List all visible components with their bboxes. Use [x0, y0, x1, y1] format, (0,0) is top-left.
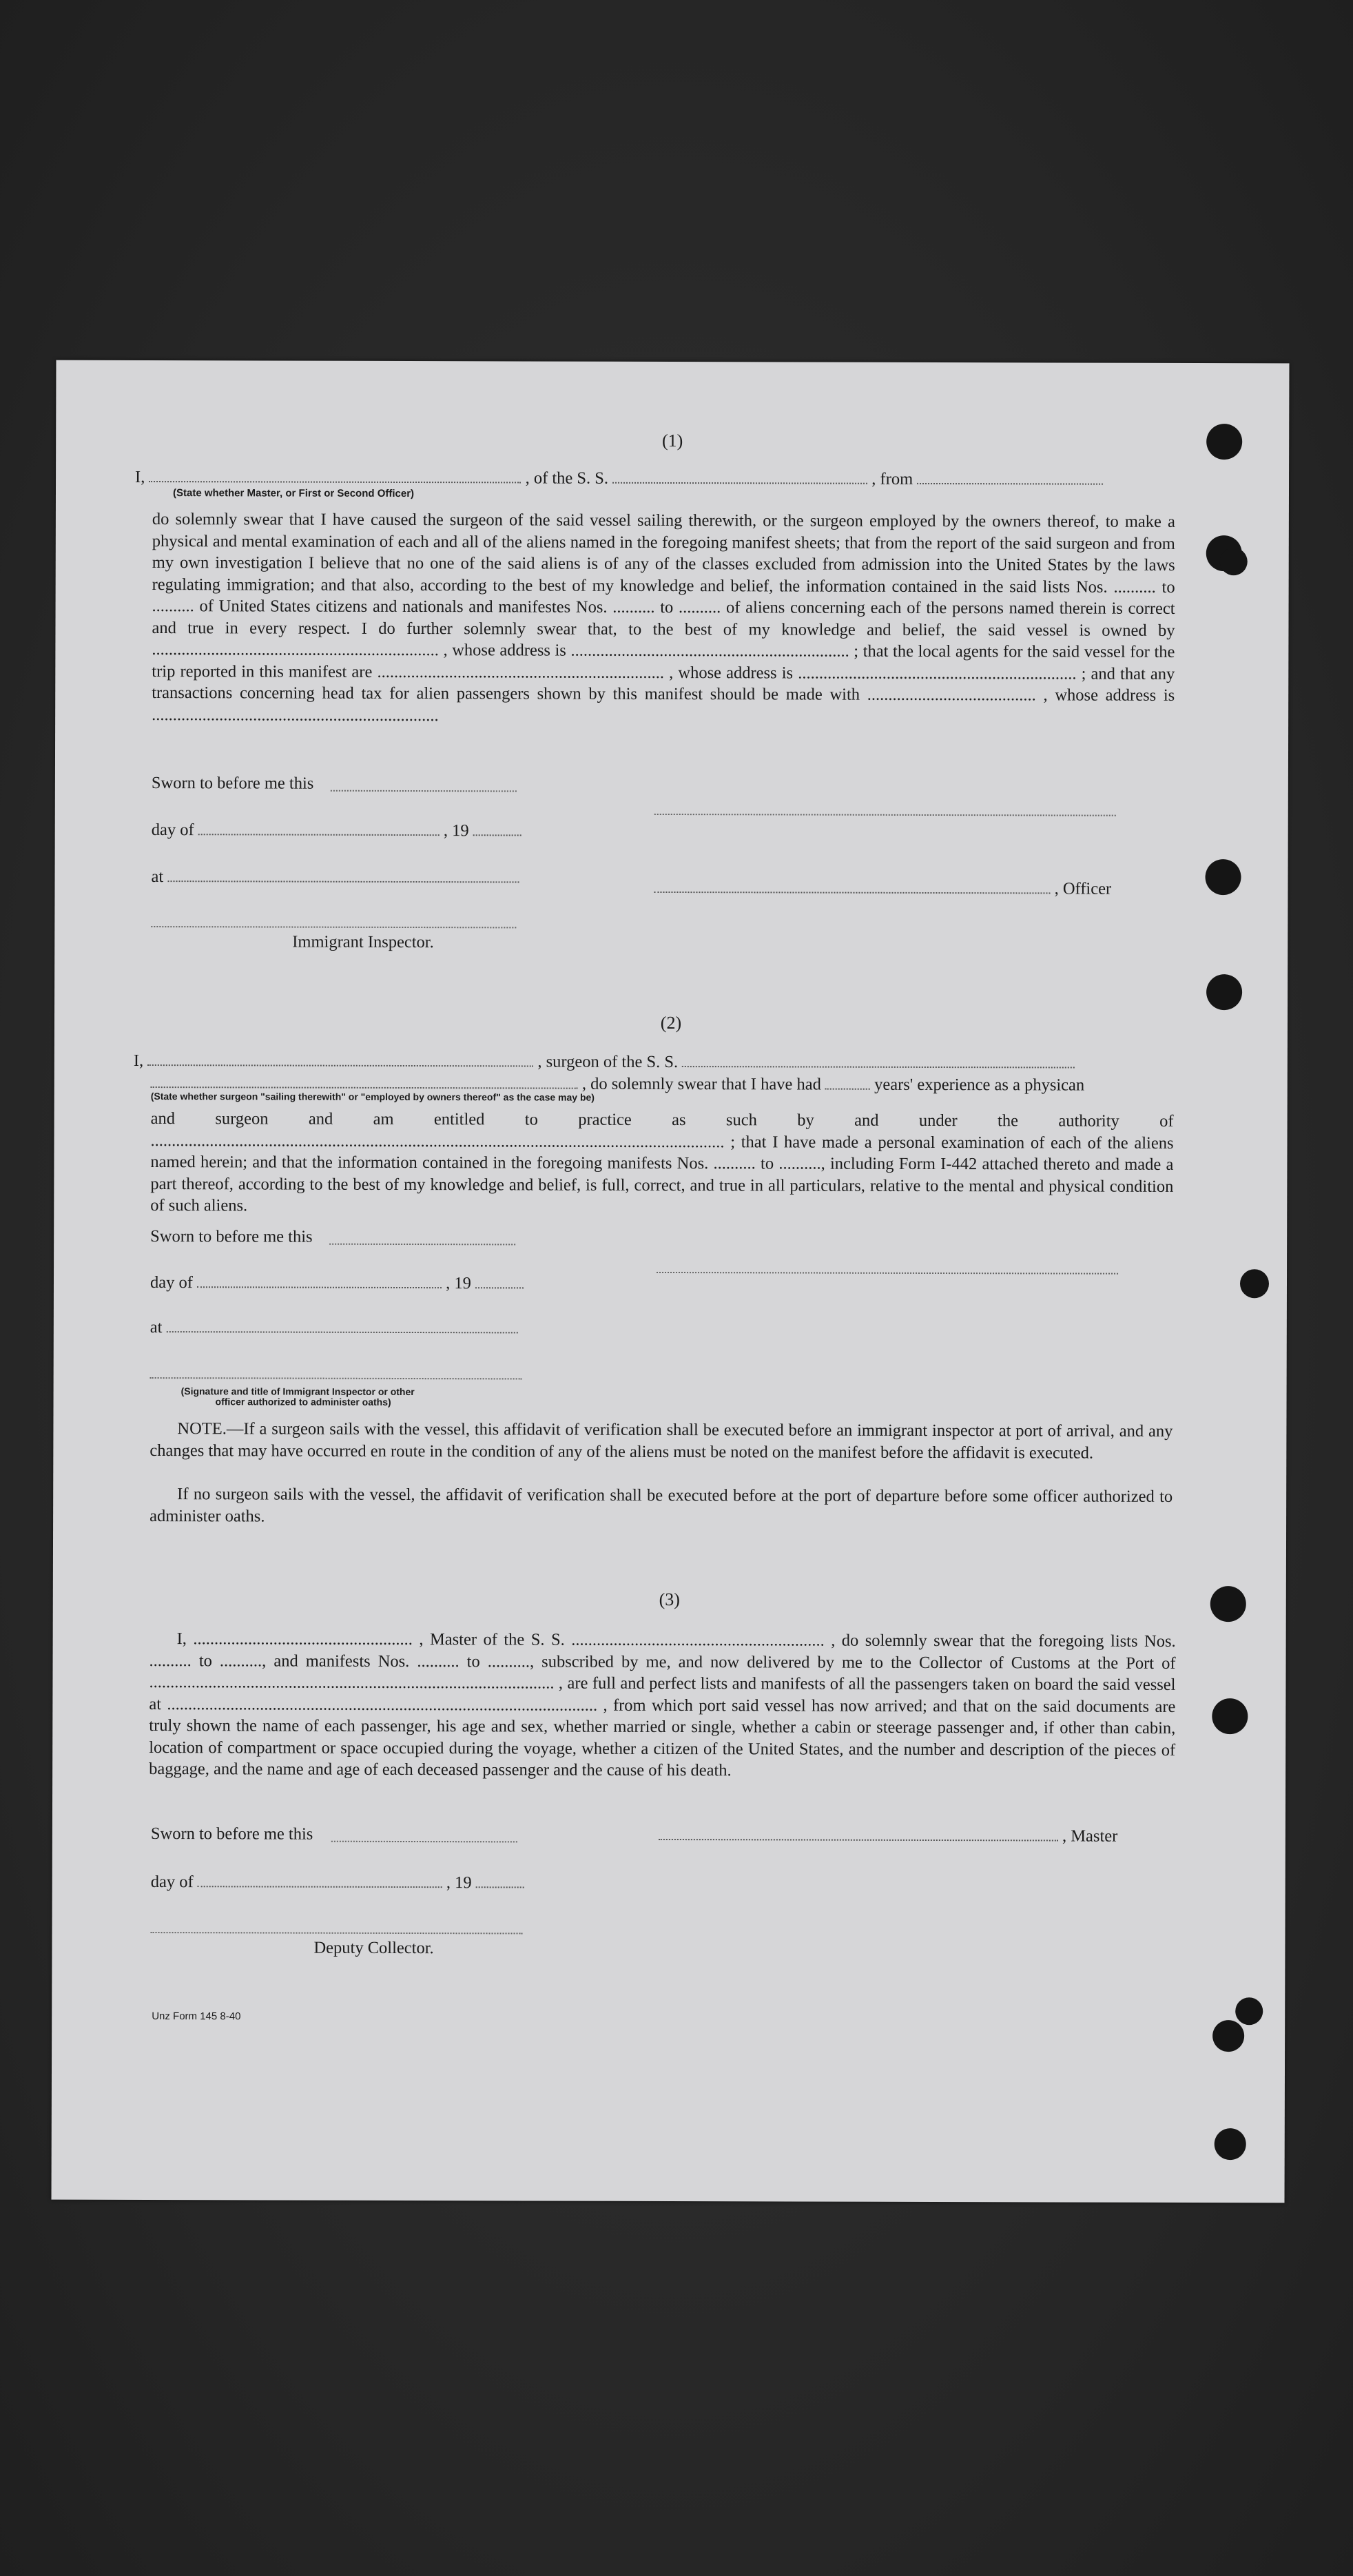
year-blank: [476, 1886, 524, 1888]
name-blank: [149, 480, 521, 483]
section-2-years-label: years' experience as a physican: [874, 1075, 1085, 1095]
surgeon-signature-line: [657, 1271, 1118, 1275]
at-blank: [167, 880, 519, 883]
section-2-sig-caption-2: officer authorized to administer oaths): [215, 1396, 391, 1408]
section-1-caption: (State whether Master, or First or Second Officer): [172, 487, 415, 500]
administering-officer-line: [150, 1377, 522, 1379]
section-1-day-of: [152, 821, 521, 841]
day-of-label: day of: [151, 821, 194, 840]
years-blank: [825, 1088, 870, 1090]
section-2-body: and surgeon and am entitled to practice as such by and under the authority of ........................................................................................................................................ ; that I have made a personal examination of each of the aliens named herein; and that the information contained in the foregoing manifests Nos. .......... to .........., including Form I-442 attached thereto and made a part thereof, according to the best of my knowledge and belief, is full, correct, and true in all particulars, relative to the mental and physical condition of such aliens.: [150, 1109, 1174, 1215]
master-blank: [659, 1838, 1058, 1842]
section-3-day-of: [151, 1873, 524, 1893]
signature-line-officer: [654, 813, 1116, 816]
day-blank: [198, 1885, 442, 1888]
section-1-sworn: Sworn to before me this: [151, 774, 314, 793]
section-1-body: do solemnly swear that I have caused the surgeon of the said vessel sailing therewith, or the surgeon employed by the owners thereof, to make a physical and mental examination of each and all of the aliens named in the foregoing manifest sheets; that from the report of the said surgeon and from my own investigation I believe that no one of the said aliens is of any of the classes excluded from admission into the United States by the laws regulating immigration; and that also, according to the best of my knowledge and belief, the information contained in the said lists Nos. .......... to .......... of United States citizens and nationals and manifestes Nos. .......... to .......... of aliens concerning each of the persons named therein is correct and true in every respect. I do further solemnly swear that, to the best of my knowledge and belief, the said vessel is owned by .................................................................... , whose address is .................................................................. ; that the local agents for the said vessel for the trip reported in this manifest are .................................................................... , whose address is .................................................................. ; and that any transactions concerning head tax for alien passengers shown by this manifest should be made with ........................................ , whose address is ....................................................................: [152, 510, 1175, 725]
vessel-name-blank: [682, 1065, 1075, 1068]
punch-hole: [1205, 859, 1241, 895]
section-2-note-2: [149, 1483, 1173, 1529]
officer-label: , Officer: [1054, 879, 1112, 898]
year-blank: [473, 834, 521, 836]
deputy-signature-line: [151, 1931, 523, 1934]
section-1-first-line: [135, 468, 1103, 490]
punch-hole: [1220, 548, 1248, 575]
vessel-name-blank: [612, 482, 867, 484]
section-2-caption: (State whether surgeon "sailing therewith" or "employed by owners thereof" as the case may be): [150, 1091, 595, 1103]
year-label: , 19: [446, 1873, 472, 1893]
section-3-master: [659, 1826, 1117, 1846]
at-label: at: [149, 1318, 163, 1337]
at-blank: [167, 1330, 518, 1333]
punch-hole: [1206, 974, 1242, 1010]
section-2-swear-label: , do solemnly swear that I have had: [581, 1074, 821, 1094]
section-2-note-1: [149, 1418, 1173, 1464]
day-blank: [197, 1286, 442, 1288]
surgeon-name-blank: [147, 1064, 533, 1067]
punch-hole: [1212, 1698, 1248, 1734]
section-1-i-label: I,: [135, 467, 145, 486]
section-1-number: (1): [661, 430, 683, 451]
section-3-sworn: Sworn to before me this: [150, 1824, 313, 1844]
punch-hole: [1212, 2020, 1244, 2052]
day-of-label: day of: [149, 1273, 193, 1292]
year-label: , 19: [446, 1274, 471, 1293]
master-label: , Master: [1062, 1826, 1118, 1846]
form-number: Unz Form 145 8-40: [152, 2010, 241, 2023]
section-1-inspector: Immigrant Inspector.: [292, 932, 434, 952]
manifest-affidavit-page: [52, 360, 1290, 2203]
section-3-text: I, .................................................... , Master of the S. S. ............................................................ , do solemnly swear that the foregoing lists Nos. .......... to .........., and manifests Nos. .......... to .........., subscribed by me, and now delivered by me to the Collector of Customs at the Port of ................................................................................................ , are full and perfect lists and manifests of all the passengers taken on board the said vessel at ...................................................................................................... , from which port said vessel has now arrived; and that on the said documents are truly shown the name of each passenger, his age and sex, whether married or single, whether a cabin or steerage passenger and, if other than cabin, location of compartment or space occupied during the voyage, whether a citizen of the United States, and the number and description of the pieces of baggage, and the name and age of each deceased passenger and the cause of his death.: [149, 1629, 1176, 1780]
day-blank: [198, 833, 440, 836]
sworn-blank: [329, 1243, 515, 1246]
section-3-number: (3): [659, 1589, 680, 1610]
section-2-i-label: I,: [133, 1051, 144, 1070]
punch-hole: [1240, 1269, 1269, 1298]
note-2-text: If no surgeon sails with the vessel, the affidavit of verification shall be executed before at the port of departure before some officer authorized to administer oaths.: [149, 1485, 1173, 1525]
section-2-sig-caption-1: (Signature and title of Immigrant Inspector or other: [180, 1385, 415, 1398]
note-1-text: NOTE.—If a surgeon sails with the vessel, this affidavit of verification shall be executed before an immigrant inspector at port of arrival, and any changes that may have occurred en route in the condition of any of the aliens must be noted on the manifest before the affidavit is executed.: [149, 1419, 1173, 1463]
section-3-body: [149, 1628, 1176, 1782]
section-2-number: (2): [660, 1012, 682, 1033]
year-blank: [475, 1286, 524, 1288]
year-label: , 19: [443, 821, 469, 841]
punch-hole: [1235, 1997, 1263, 2025]
section-1-of-ss-label: , of the S. S.: [525, 468, 609, 488]
section-3-deputy: Deputy Collector.: [313, 1938, 434, 1958]
section-2-at: [150, 1318, 518, 1338]
at-label: at: [151, 867, 164, 887]
punch-hole: [1215, 2128, 1246, 2160]
day-of-label: day of: [150, 1873, 194, 1892]
section-2-first-line: [134, 1051, 1075, 1073]
section-2-day-of: [150, 1273, 524, 1293]
sailing-status-blank: [151, 1086, 578, 1089]
section-1-officer: [654, 878, 1111, 899]
officer-blank: [654, 891, 1050, 894]
sworn-blank: [331, 790, 517, 792]
section-2-sworn: Sworn to before me this: [150, 1227, 313, 1246]
port-from-blank: [917, 482, 1103, 485]
section-1-from-label: , from: [871, 469, 913, 488]
sworn-blank: [331, 1840, 517, 1843]
section-1-at: [151, 867, 519, 887]
inspector-signature-line: [151, 925, 516, 928]
section-2-surgeon-label: , surgeon of the S. S.: [537, 1052, 679, 1072]
